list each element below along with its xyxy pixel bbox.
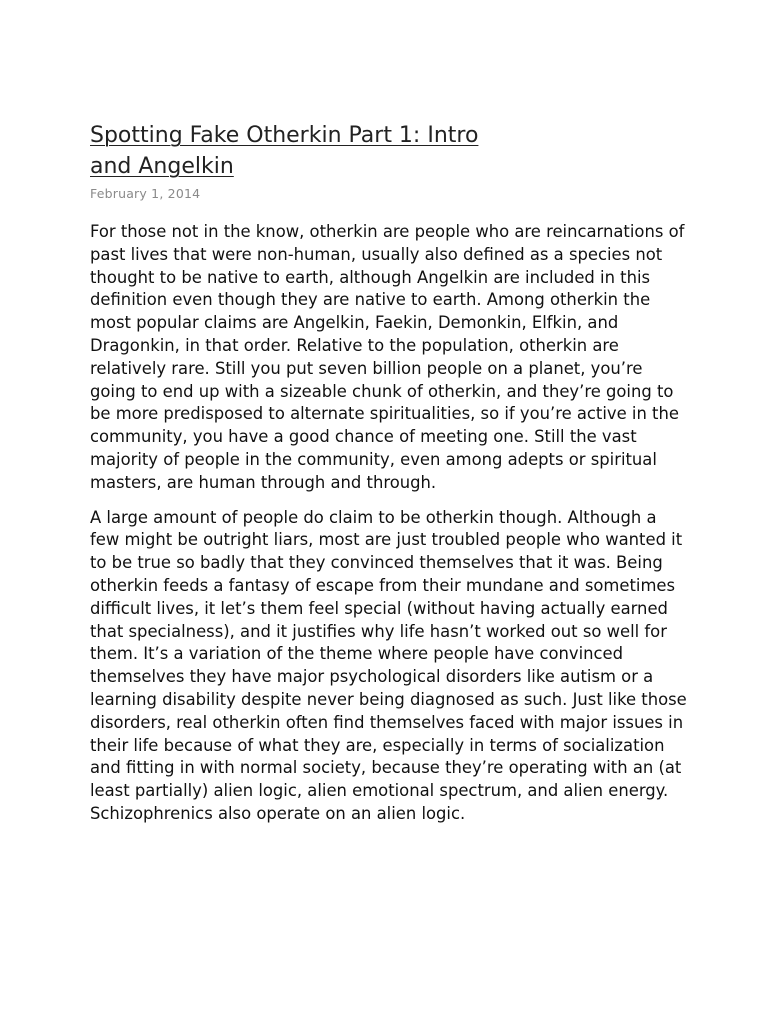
article-title-line-1: Spotting Fake Otherkin Part 1: Intro — [90, 123, 479, 148]
paragraph-2: A large amount of people do claim to be otherkin though. Although a few might be outright liars, most are just troubled people who wanted it to be true so badly that they convinced themselves that it was. Being otherkin feeds a fantasy of escape from their mundane and sometimes difficult lives, it let’s them feel special (without having actually earned that specialness), and it justifies why life hasn’t worked out so well for them. It’s a variation of the theme where people have convinced themselves they have major psychological disorders like autism or a learning disability despite never being diagnosed as such. Just like those disorders, real otherkin often find themselves faced with major issues in their life because of what they are, especially in terms of socialization and fitting in with normal society, because they’re operating with an (at least partially) alien logic, alien emotional spectrum, and alien energy. Schizophrenics also operate on an alien logic. — [90, 507, 687, 823]
paragraph-1: For those not in the know, otherkin are people who are reincarnations of past lives that were non-human, usually also defined as a species not thought to be native to earth, although Angelkin are included in this definition even though they are native to earth. Among otherkin the most popular claims are Angelkin, Faekin, Demonkin, Elfkin, and Dragonkin, in that order. Relative to the population, otherkin are relatively rare. Still you put seven billion people on a planet, you’re going to end up with a sizeable chunk of otherkin, and they’re going to be more predisposed to alternate spiritualities, so if you’re active in the community, you have a good chance of meeting one. Still the vast majority of people in the community, even among adepts or spiritual masters, are human through and through. — [90, 222, 685, 492]
publish-date: February 1, 2014 — [90, 186, 201, 201]
article-body — [90, 221, 690, 826]
article-title-line-2: and Angelkin — [90, 154, 234, 179]
article — [90, 120, 690, 838]
article-title — [90, 120, 690, 182]
